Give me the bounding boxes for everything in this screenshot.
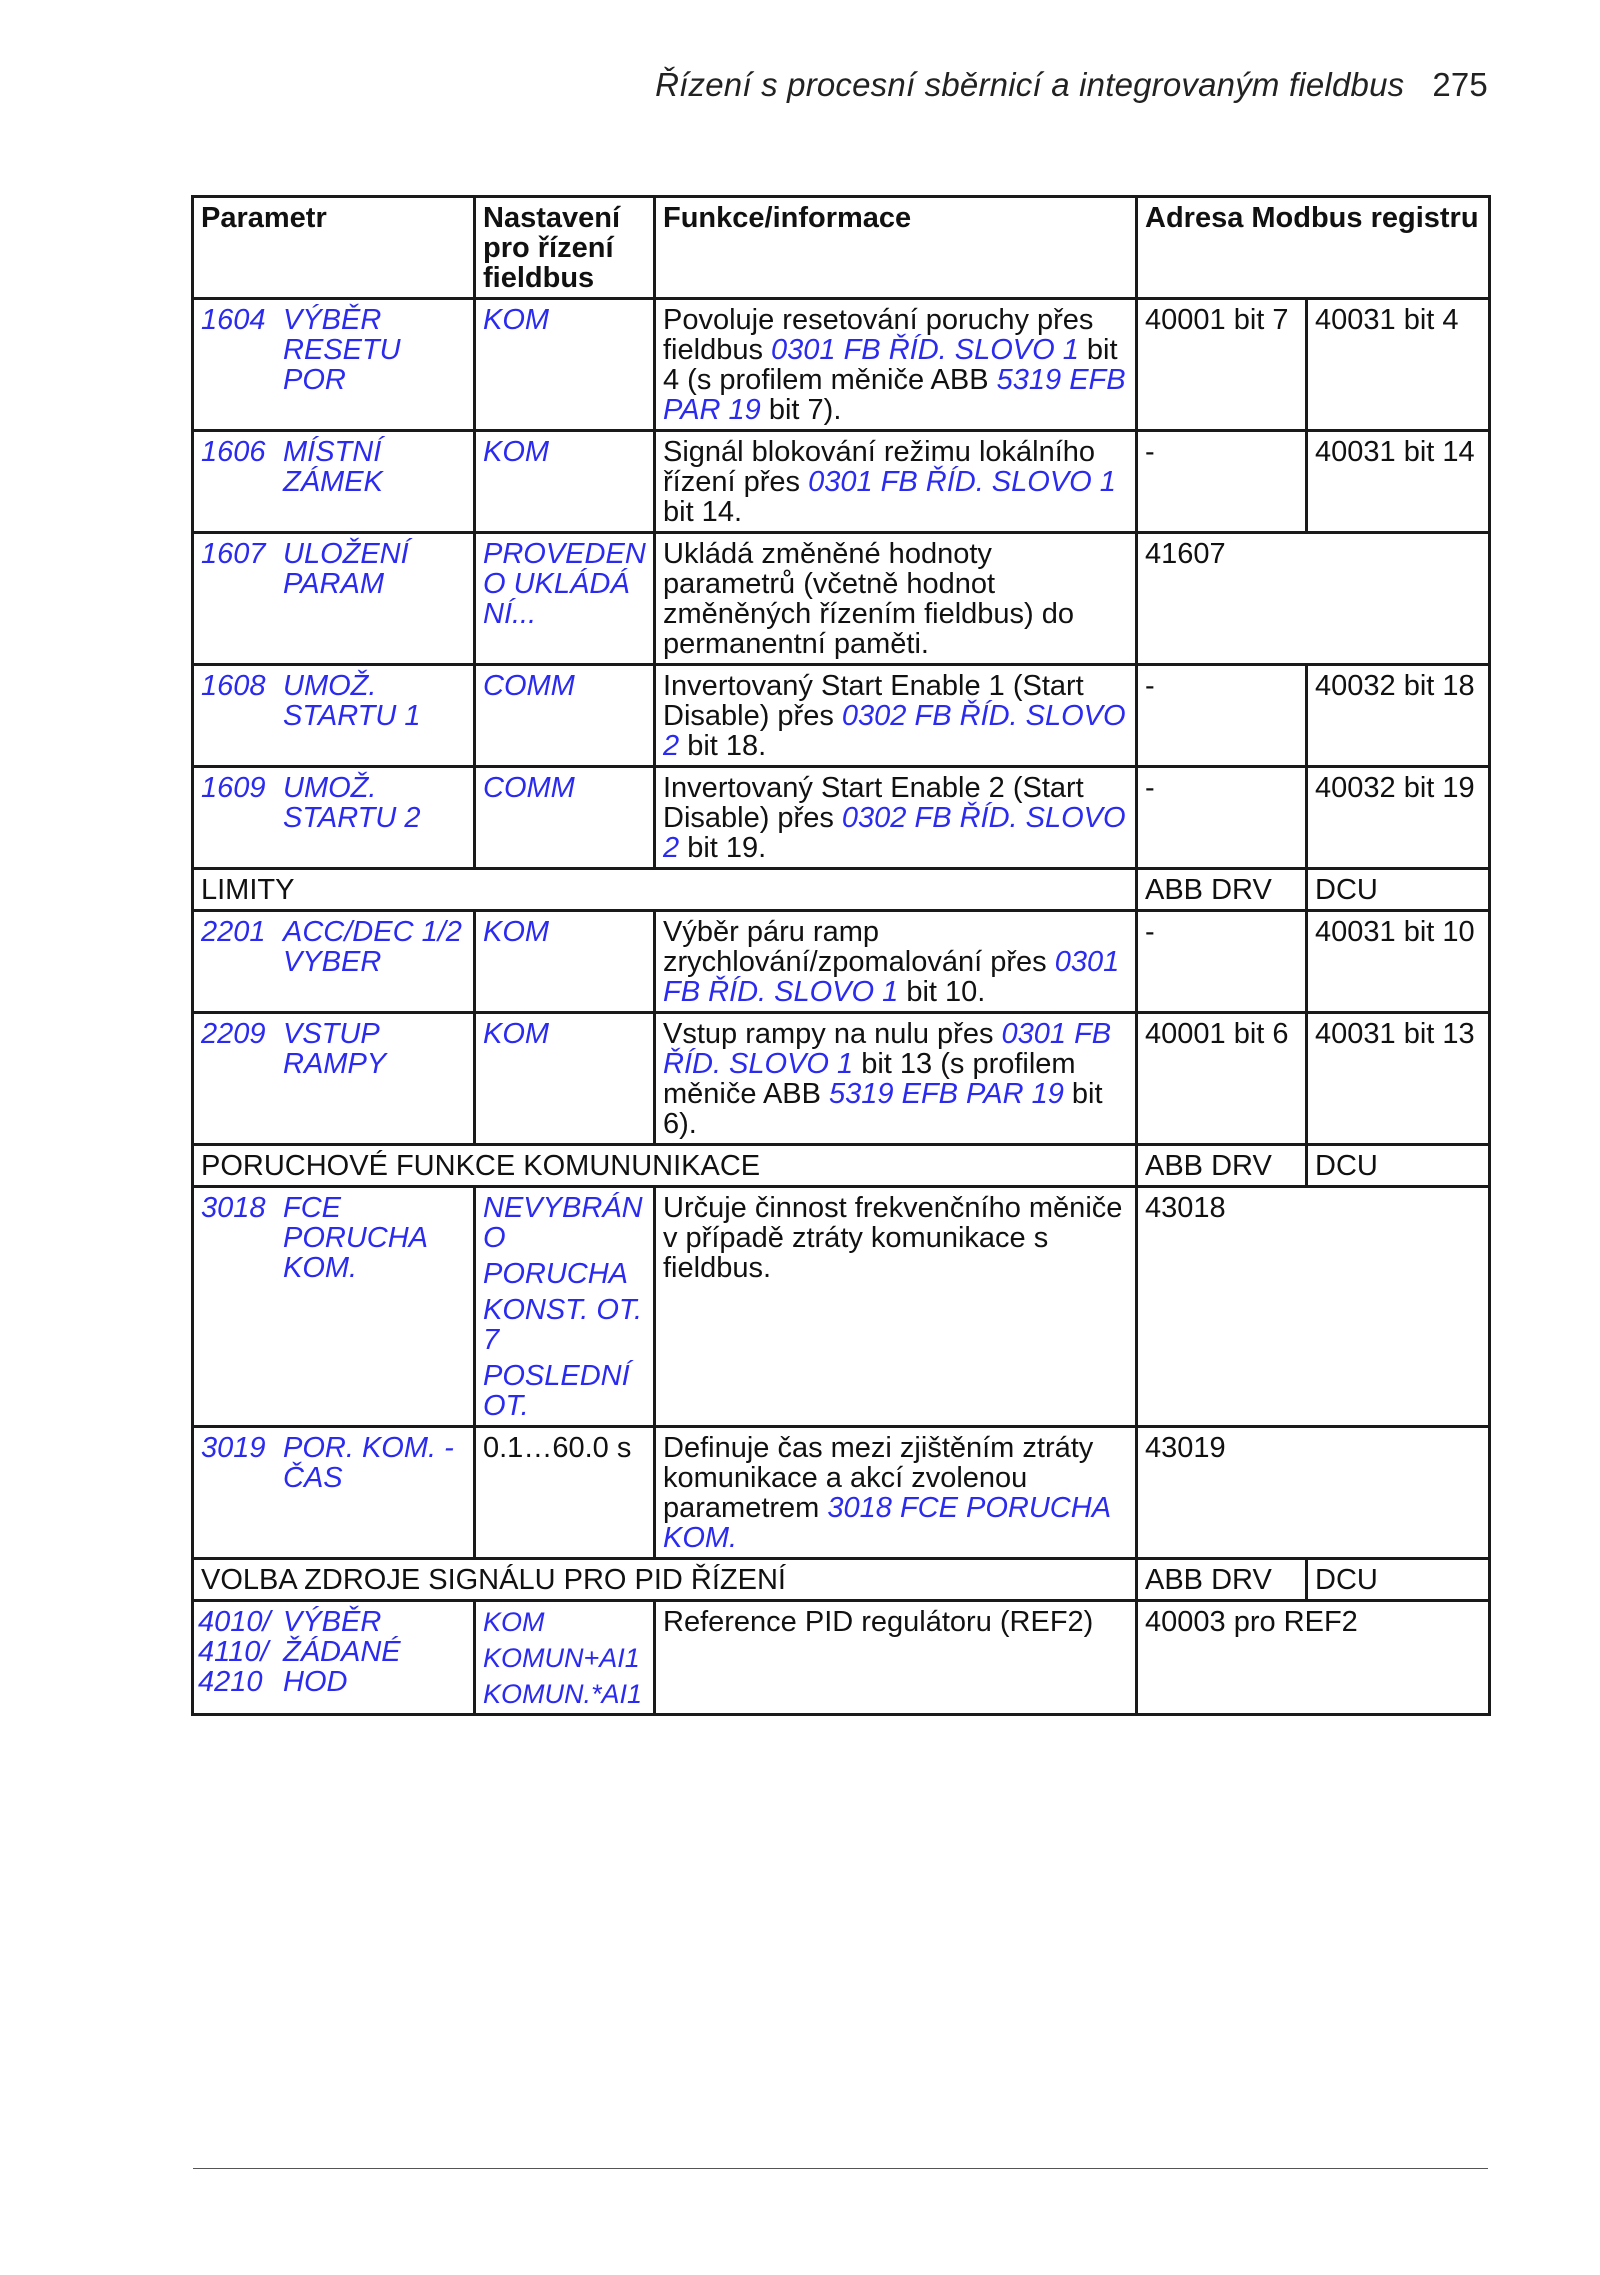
param-cell [193, 533, 475, 665]
param-number[interactable]: 1604 [201, 304, 266, 336]
param-link[interactable]: 0302 FB ŘÍD. SLOVO 2 [663, 802, 1126, 864]
param-link[interactable]: 3018 FCE PORUCHA KOM. [663, 1492, 1110, 1554]
section-row [193, 1559, 1490, 1601]
param-number[interactable]: 2201 [201, 916, 266, 948]
section-title: PORUCHOVÉ FUNKCE KOMUNUNIKACE [193, 1145, 1137, 1187]
section-abb-label: ABB DRV [1137, 1145, 1307, 1187]
table-row [193, 1187, 1490, 1427]
setting-option[interactable]: KOMUN.*AI1 [483, 1679, 643, 1709]
setting-value[interactable]: KOM [483, 304, 550, 336]
param-name[interactable]: VÝBĚR ŽÁDANÉ HOD [283, 1606, 401, 1698]
address-abb: - [1137, 665, 1307, 767]
setting-cell [475, 299, 655, 431]
parameter-table [191, 195, 1491, 1716]
param-number[interactable]: 3018 [201, 1192, 266, 1224]
param-name[interactable]: VÝBĚR RESETU POR [283, 304, 401, 396]
info-cell [655, 1013, 1137, 1145]
col-header-nastaveni: Nastavení pro řízení fieldbus [475, 197, 655, 299]
info-text: bit 6). [663, 1078, 1103, 1140]
table-row [193, 299, 1490, 431]
setting-cell [475, 911, 655, 1013]
table-row [193, 665, 1490, 767]
param-cell [193, 665, 475, 767]
param-name[interactable]: UMOŽ. STARTU 2 [283, 772, 421, 834]
setting-cell [475, 1427, 655, 1559]
setting-cell [475, 1013, 655, 1145]
param-number[interactable]: 1608 [201, 670, 266, 702]
col-header-parametr: Parametr [193, 197, 475, 299]
info-cell [655, 665, 1137, 767]
param-name[interactable]: UMOŽ. STARTU 1 [283, 670, 421, 732]
address-register: 43018 [1137, 1187, 1490, 1427]
table-row [193, 1013, 1490, 1145]
info-cell [655, 767, 1137, 869]
setting-option[interactable]: KONST. OT. 7 [483, 1294, 643, 1356]
setting-value[interactable]: KOM [483, 1018, 550, 1050]
param-link[interactable]: 0301 FB ŘÍD. SLOVO 1 [663, 946, 1120, 1008]
param-number[interactable]: 1609 [201, 772, 266, 804]
info-cell [655, 533, 1137, 665]
setting-cell [475, 767, 655, 869]
setting-cell [475, 1187, 655, 1427]
param-cell [193, 299, 475, 431]
info-text: Ukládá změněné hodnoty parametrů (včetně hodnot změněných řízením fieldbus) do permanentní paměti. [663, 538, 1075, 660]
param-cell [193, 911, 475, 1013]
info-cell [655, 911, 1137, 1013]
page-number: 275 [1432, 66, 1488, 103]
param-name[interactable]: VSTUP RAMPY [283, 1018, 387, 1080]
section-row [193, 869, 1490, 911]
setting-option[interactable]: KOM [483, 1607, 545, 1637]
param-number[interactable]: 4110/ [198, 1636, 269, 1668]
setting-cell [475, 665, 655, 767]
section-dcu-label: DCU [1307, 1559, 1490, 1601]
address-dcu: 40031 bit 10 [1307, 911, 1490, 1013]
info-text: Signál blokování režimu lokálního řízení přes [663, 436, 1096, 498]
info-text: bit 7). [760, 394, 842, 426]
param-name[interactable]: MÍSTNÍ ZÁMEK [283, 436, 383, 498]
info-text: Invertovaný Start Enable 1 (Start Disable) přes [663, 670, 1084, 732]
info-text: bit 19. [679, 832, 767, 864]
param-number[interactable]: 1606 [201, 436, 266, 468]
param-link[interactable]: 0301 FB ŘÍD. SLOVO 1 [663, 1018, 1112, 1080]
info-text: Definuje čas mezi zjištěním ztráty komunikace a akcí zvolenou parametrem [663, 1432, 1094, 1524]
param-name[interactable]: POR. KOM. - ČAS [283, 1432, 454, 1494]
address-abb: - [1137, 431, 1307, 533]
table-row [193, 1427, 1490, 1559]
info-text: bit 10. [898, 976, 986, 1008]
info-text: Určuje činnost frekvenčního měniče v případě ztráty komunikace s fieldbus. [663, 1192, 1123, 1284]
section-abb-label: ABB DRV [1137, 1559, 1307, 1601]
param-name[interactable]: ACC/DEC 1/2 VYBER [283, 916, 462, 978]
setting-option[interactable]: NEVYBRÁNO [483, 1192, 643, 1254]
setting-cell [475, 1601, 655, 1715]
param-number[interactable]: 4010/ [198, 1606, 271, 1638]
info-cell [655, 1427, 1137, 1559]
header-title: Řízení s procesní sběrnicí a integrovaným fieldbus [655, 66, 1405, 103]
address-dcu: 40031 bit 4 [1307, 299, 1490, 431]
info-text: bit 14. [663, 496, 742, 528]
param-name[interactable]: ULOŽENÍ PARAM [283, 538, 409, 600]
setting-option[interactable]: PORUCHA [483, 1258, 629, 1290]
setting-option[interactable]: KOMUN+AI1 [483, 1643, 640, 1673]
section-dcu-label: DCU [1307, 869, 1490, 911]
address-register: 41607 [1137, 533, 1490, 665]
section-title: VOLBA ZDROJE SIGNÁLU PRO PID ŘÍZENÍ [193, 1559, 1137, 1601]
info-text: bit 4 (s profilem měniče ABB [663, 334, 1118, 396]
param-number[interactable]: 1607 [201, 538, 266, 570]
info-cell [655, 299, 1137, 431]
setting-value[interactable]: COMM [483, 772, 575, 804]
param-cell [193, 767, 475, 869]
address-abb: - [1137, 911, 1307, 1013]
param-numbers [198, 1607, 280, 1697]
param-link[interactable]: 0301 FB ŘÍD. SLOVO 1 [771, 334, 1079, 366]
setting-cell [475, 533, 655, 665]
info-text: bit 18. [679, 730, 767, 762]
section-abb-label: ABB DRV [1137, 869, 1307, 911]
table-row [193, 767, 1490, 869]
setting-value[interactable]: COMM [483, 670, 575, 702]
table-row [193, 911, 1490, 1013]
param-number[interactable]: 3019 [201, 1432, 266, 1464]
address-abb: 40001 bit 6 [1137, 1013, 1307, 1145]
param-cell [193, 1187, 475, 1427]
info-cell [655, 1601, 1137, 1715]
info-text: Reference PID regulátoru (REF2) [663, 1606, 1094, 1638]
table-row [193, 533, 1490, 665]
param-name[interactable]: FCE PORUCHA KOM. [283, 1192, 427, 1284]
table-row [193, 1601, 1490, 1715]
address-abb: 40001 bit 7 [1137, 299, 1307, 431]
table-header-row [193, 197, 1490, 299]
col-header-adresa: Adresa Modbus registru [1137, 197, 1490, 299]
param-cell [193, 1013, 475, 1145]
address-register: 40003 pro REF2 [1137, 1601, 1490, 1715]
page-header [0, 66, 1488, 104]
address-abb: - [1137, 767, 1307, 869]
section-dcu-label: DCU [1307, 1145, 1490, 1187]
section-row [193, 1145, 1490, 1187]
setting-value[interactable]: KOM [483, 916, 550, 948]
address-dcu: 40031 bit 14 [1307, 431, 1490, 533]
address-dcu: 40032 bit 18 [1307, 665, 1490, 767]
param-cell [193, 431, 475, 533]
address-register: 43019 [1137, 1427, 1490, 1559]
param-number[interactable]: 4210 [198, 1666, 263, 1698]
setting-option[interactable]: POSLEDNÍ OT. [483, 1360, 630, 1422]
param-link[interactable]: 0301 FB ŘÍD. SLOVO 1 [808, 466, 1116, 498]
param-link[interactable]: 5319 EFB PAR 19 [829, 1078, 1064, 1110]
address-dcu: 40031 bit 13 [1307, 1013, 1490, 1145]
setting-value: 0.1…60.0 s [483, 1432, 632, 1464]
setting-cell [475, 431, 655, 533]
address-dcu: 40032 bit 19 [1307, 767, 1490, 869]
footer-divider [193, 2168, 1488, 2169]
setting-value[interactable]: KOM [483, 436, 550, 468]
info-text: Vstup rampy na nulu přes [663, 1018, 1002, 1050]
info-text: Výběr páru ramp zrychlování/zpomalování přes [663, 916, 1055, 978]
section-title: LIMITY [193, 869, 1137, 911]
param-cell [193, 1427, 475, 1559]
param-cell [193, 1601, 475, 1715]
info-text: bit 13 (s profilem měniče ABB [663, 1048, 1076, 1110]
table-row [193, 431, 1490, 533]
setting-value[interactable]: PROVEDENO UKLÁDÁNÍ... [483, 538, 646, 630]
col-header-funkce: Funkce/informace [655, 197, 1137, 299]
param-link[interactable]: 5319 EFB PAR 19 [663, 364, 1126, 426]
param-link[interactable]: 0302 FB ŘÍD. SLOVO 2 [663, 700, 1126, 762]
param-number[interactable]: 2209 [201, 1018, 266, 1050]
info-cell [655, 431, 1137, 533]
info-text: Invertovaný Start Enable 2 (Start Disable) přes [663, 772, 1084, 834]
info-cell [655, 1187, 1137, 1427]
info-text: Povoluje resetování poruchy přes fieldbus [663, 304, 1094, 366]
